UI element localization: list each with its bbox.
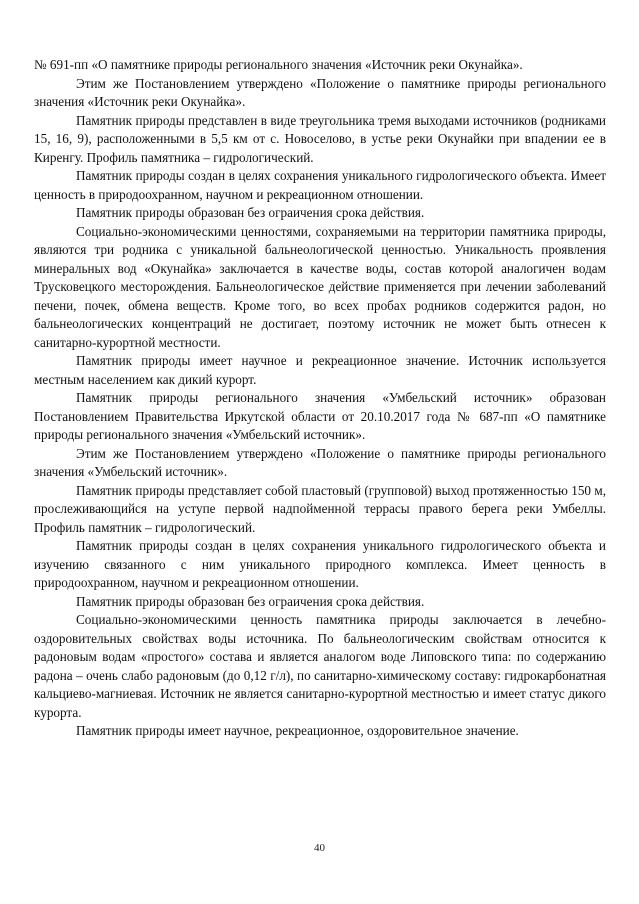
paragraph: Памятник природы создан в целях сохранения уникального гидрологического объекта. Имеет ценность в природоохранном, научном и рекреационном отношении.	[34, 168, 606, 202]
paragraph: Этим же Постановлением утверждено «Положение о памятнике природы регионального значения «Источник реки Окунайка».	[34, 75, 606, 109]
paragraph: Памятник природы представлен в виде треугольника тремя выходами источников (родниками 15, 16, 9), расположенными в 5,5 км от с. Новоселово, в устье реки Окунайки при впадении ее в Киренгу. Профиль памятника – гидрологический.	[34, 112, 606, 165]
paragraph-continuation: № 691-пп «О памятнике природы регионального значения «Источник реки Окунайка».	[34, 57, 523, 72]
paragraph: Памятник природы образован без ограичения срока действия.	[76, 593, 425, 609]
paragraph: Социально-экономическими ценностями, сохраняемыми на территории памятника природы, являются три родника с уникальной бальнеологической ценностью. Уникальность проявления минеральных вод «Окунайка» заключается в качестве воды, состав которой аналогичен водам Трусковецкого месторождения. Бальнеологическое действие применяется при лечении заболеваний печени, почек, обмена веществ. Кроме того, во всех пробах родников содержится радон, но бальнеологических концентраций не достигает, поэтому источник не может быть отнесен к санитарно-курортной местности.	[34, 223, 606, 350]
body-text	[34, 56, 606, 741]
paragraph: Памятник природы создан в целях сохранения уникального гидрологического объекта и изучению связанного с ним уникального природного комплекса. Имеет ценность в природоохранном, научном и рекреационном отношении.	[34, 538, 606, 590]
paragraph: Социально-экономическими ценность памятника природы заключается в лечебно-оздоровительных свойствах воды источника. По бальнеологическим свойствам относится к радоновым водам «простого» состава и является аналогом воде Липовского типа: по содержанию радона – очень слабо радоновым (до 0,12 г/л), по санитарно-химическому составу: гидрокарбонатная кальциево-магниевая. Источник не является санитарно-курортной местностью и имеет статус дикого курорта.	[34, 612, 606, 720]
paragraph: Памятник природы имеет научное, рекреационное, оздоровительное значение.	[76, 723, 519, 738]
paragraph: Памятник природы представляет собой пластовый (групповой) выход протяженностью 150 м, прослеживающийся на уступе первой надпойменной террасы правого берега реки Умбеллы. Профиль памятник – гидрологический.	[34, 482, 606, 535]
page-number: 40	[314, 842, 325, 854]
paragraph: Памятник природы образован без ограичения срока действия.	[76, 205, 425, 220]
paragraph: Памятник природы имеет научное и рекреационное значение. Источник используется местным населением как дикий курорт.	[34, 353, 606, 387]
paragraph: Этим же Постановлением утверждено «Положение о памятнике природы регионального значения «Умбельский источник».	[34, 445, 606, 479]
paragraph: Памятник природы регионального значения «Умбельский источник» образован Постановлением Правительства Иркутской области от 20.10.2017 года № 687-пп «О памятнике природы регионального значения «Умбельский источник».	[34, 390, 606, 442]
